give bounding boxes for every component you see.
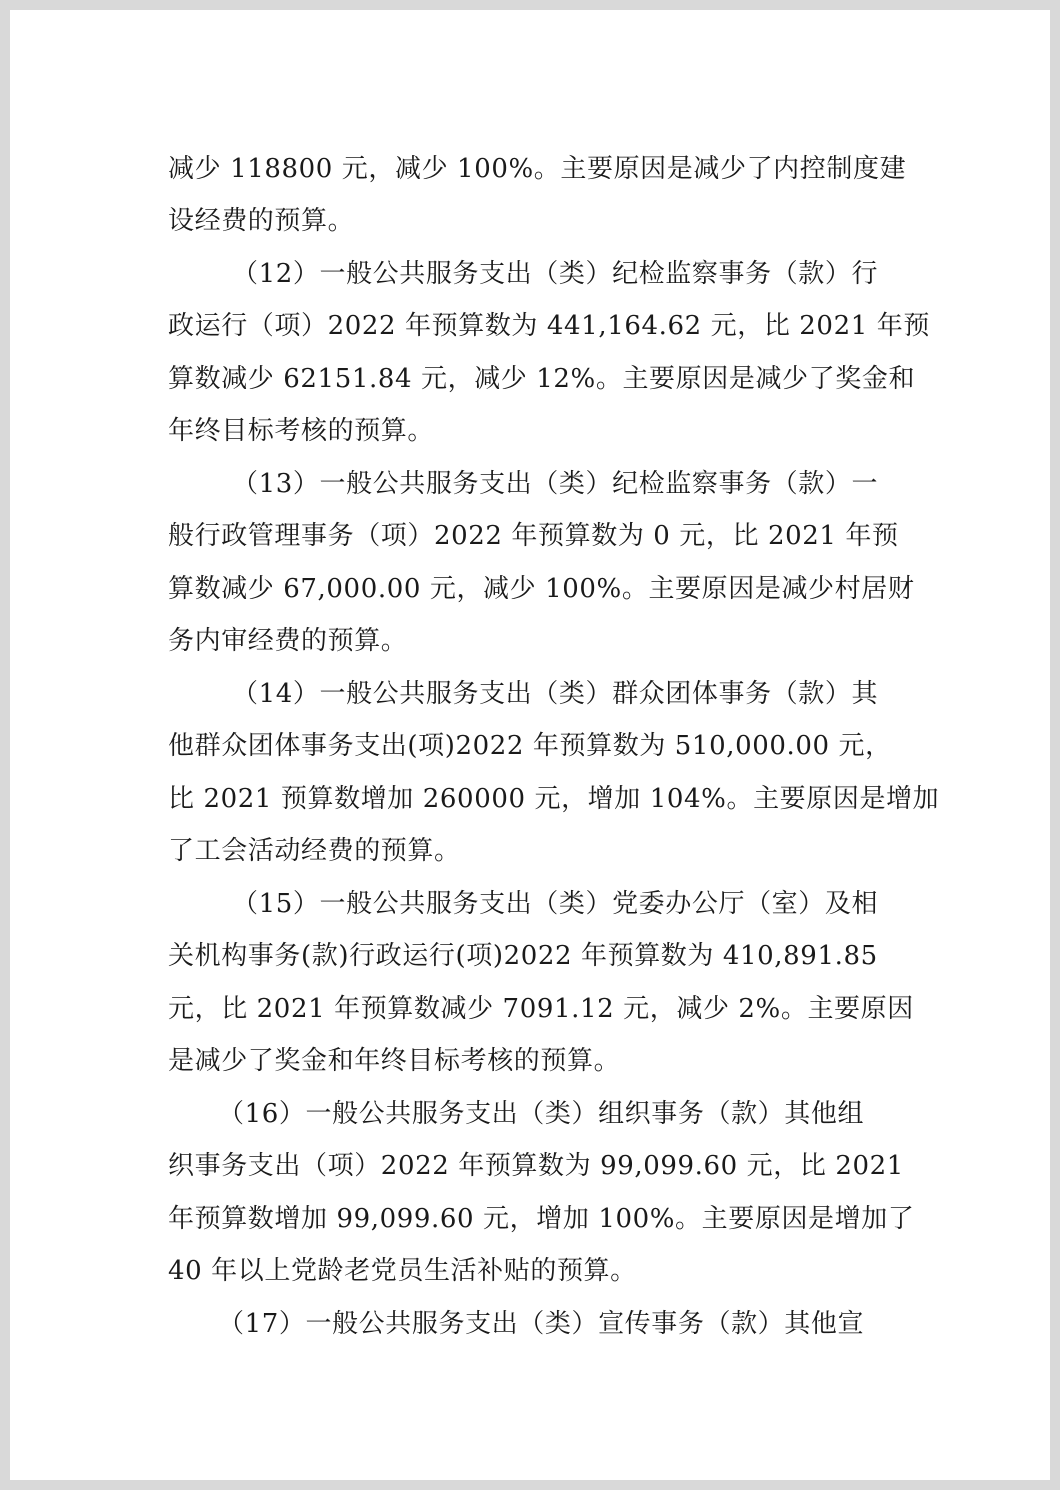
text-line: （16）一般公共服务支出（类）组织事务（款）其他组: [218, 1099, 865, 1129]
text-line: 关机构事务(款)行政运行(项)2022 年预算数为 410,891.85: [168, 941, 878, 971]
text-line: 算数减少 62151.84 元，减少 12%。主要原因是减少了奖金和: [168, 364, 916, 394]
text-line: 减少 118800 元，减少 100%。主要原因是减少了内控制度建: [168, 154, 907, 184]
text-line: 了工会活动经费的预算。: [168, 836, 461, 866]
text-line: 务内审经费的预算。: [168, 626, 408, 656]
text-line: 40 年以上党龄老党员生活补贴的预算。: [168, 1256, 637, 1286]
text-line: 年终目标考核的预算。: [168, 416, 435, 446]
document-page: [10, 10, 1050, 1480]
text-line: 是减少了奖金和年终目标考核的预算。: [168, 1046, 621, 1076]
text-line: 设经费的预算。: [168, 206, 355, 236]
text-line: 年预算数增加 99,099.60 元，增加 100%。主要原因是增加了: [168, 1204, 915, 1234]
text-line: （17）一般公共服务支出（类）宣传事务（款）其他宣: [218, 1309, 865, 1339]
document-body: [10, 10, 1050, 1480]
text-line: 比 2021 预算数增加 260000 元，增加 104%。主要原因是增加: [168, 784, 940, 814]
text-line: （12）一般公共服务支出（类）纪检监察事务（款）行: [232, 259, 879, 289]
text-line: 元，比 2021 年预算数减少 7091.12 元，减少 2%。主要原因: [168, 994, 914, 1024]
text-line: （15）一般公共服务支出（类）党委办公厅（室）及相: [232, 889, 879, 919]
text-line: 他群众团体事务支出(项)2022 年预算数为 510,000.00 元，: [168, 731, 892, 761]
text-line: 般行政管理事务（项）2022 年预算数为 0 元，比 2021 年预: [168, 521, 899, 551]
text-line: 算数减少 67,000.00 元，减少 100%。主要原因是减少村居财: [168, 574, 915, 604]
text-line: 织事务支出（项）2022 年预算数为 99,099.60 元，比 2021: [168, 1151, 904, 1181]
text-line: 政运行（项）2022 年预算数为 441,164.62 元，比 2021 年预: [168, 311, 930, 341]
text-line: （14）一般公共服务支出（类）群众团体事务（款）其: [232, 679, 879, 709]
text-line: （13）一般公共服务支出（类）纪检监察事务（款）一: [232, 469, 879, 499]
